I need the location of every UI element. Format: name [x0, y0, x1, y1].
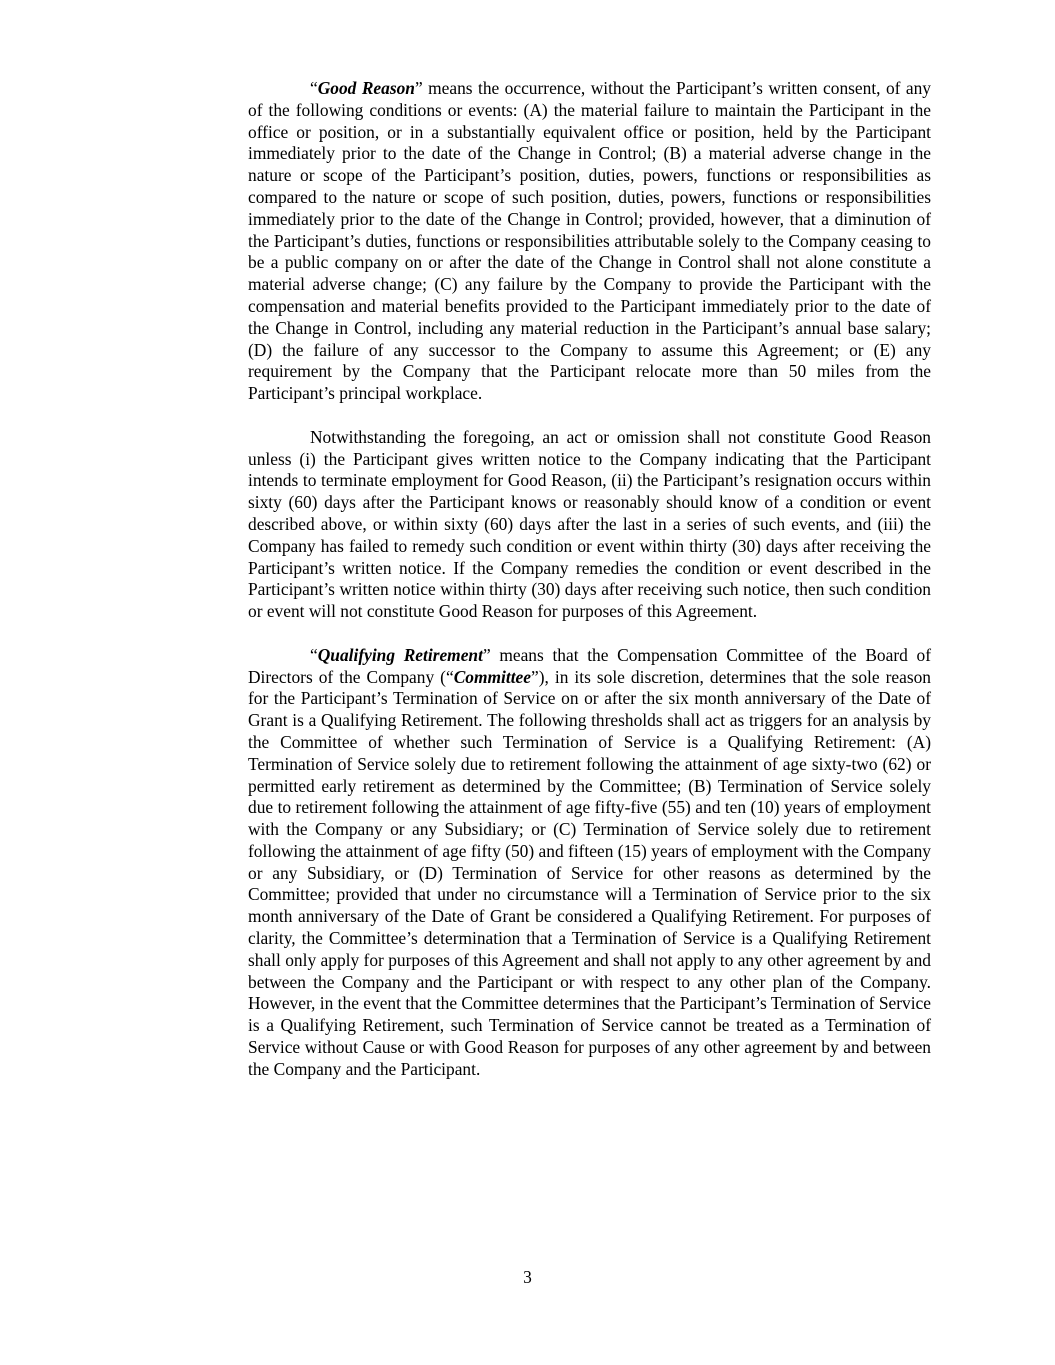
defined-term-committee: Committee [453, 666, 531, 687]
paragraph-qualifying-retirement [248, 645, 931, 1081]
paragraph-text: ” means that the Compensation Committee of the Board of Directors of the Company (“ [248, 644, 931, 687]
defined-term-qualifying-retirement: Qualifying Retirement [317, 644, 483, 665]
paragraph-notwithstanding [248, 427, 931, 623]
open-quote: “ [310, 78, 318, 98]
paragraph-text: ” means the occurrence, without the Participant’s written consent, of any of the following conditions or events: (A) the material failure to maintain the Participant in the office or position, or in a substantially equivalent office or position, held by the Participant immediately prior to the date of the Change in Control; (B) a material adverse change in the nature or scope of the Participant’s position, duties, powers, functions or responsibilities as compared to the nature or scope of such position, duties, powers, functions or responsibilities immediately prior to the date of the Change in Control; provided, however, that a diminution of the Participant’s duties, functions or responsibilities attributable solely to the Company ceasing to be a public company on or after the date of the Change in Control shall not alone constitute a material adverse change; (C) any failure by the Company to provide the Participant with the compensation and material benefits provided to the Participant immediately prior to the date of the Change in Control, including any material reduction in the Participant’s annual base salary; (D) the failure of any successor to the Company to assume this Agreement; or (E) any requirement by the Company that the Participant relocate more than 50 miles from the Participant’s principal workplace. [248, 78, 931, 404]
defined-term-good-reason: Good Reason [317, 78, 415, 98]
paragraph-text: Notwithstanding the foregoing, an act or omission shall not constitute Good Reason unless (i) the Participant gives written notice to the Company indicating that the Participant intends to terminate employment for Good Reason, (ii) the Participant’s resignation occurs within sixty (60) days after the Participant knows or reasonably should know of a condition or event described above, or within sixty (60) days after the last in a series of such events, and (iii) the Company has failed to remedy such condition or event within thirty (30) days after receiving the Participant’s written notice. If the Company remedies the condition or event described in the Participant’s written notice within thirty (30) days after receiving such notice, then such condition or event will not constitute Good Reason for purposes of this Agreement. [248, 426, 931, 622]
page-number: 3 [523, 1267, 532, 1287]
paragraph-text: ”), in its sole discretion, determines that the sole reason for the Participant’s Termination of Service on or after the six month anniversary of the Date of Grant is a Qualifying Retirement. The following thresholds shall act as triggers for an analysis by the Committee of whether such Termination of Service is a Qualifying Retirement: (A) Termination of Service solely due to retirement following the attainment of age sixty-two (62) or permitted early retirement as determined by the Committee; (B) Termination of Service solely due to retirement following the attainment of age fifty-five (55) and ten (10) years of employment with the Company or any Subsidiary; or (C) Termination of Service solely due to retirement following the attainment of age fifty (50) and fifteen (15) years of employment with the Company or any Subsidiary, or (D) Termination of Service for other reasons as determined by the Committee; provided that under no circumstance will a Termination of Service prior to the six month anniversary of the Date of Grant be considered a Qualifying Retirement. For purposes of clarity, the Committee’s determination that a Termination of Service is a Qualifying Retirement shall only apply for purposes of this Agreement and shall not apply to any other agreement by and between the Company and the Participant or with respect to any other plan of the Company. However, in the event that the Committee determines that the Participant’s Termination of Service is a Qualifying Retirement, such Termination of Service cannot be treated as a Termination of Service without Cause or with Good Reason for purposes of any other agreement by and between the Company and the Participant. [248, 666, 931, 1079]
document-body [248, 78, 931, 1102]
open-quote: “ [310, 644, 318, 665]
paragraph-good-reason [248, 78, 931, 405]
